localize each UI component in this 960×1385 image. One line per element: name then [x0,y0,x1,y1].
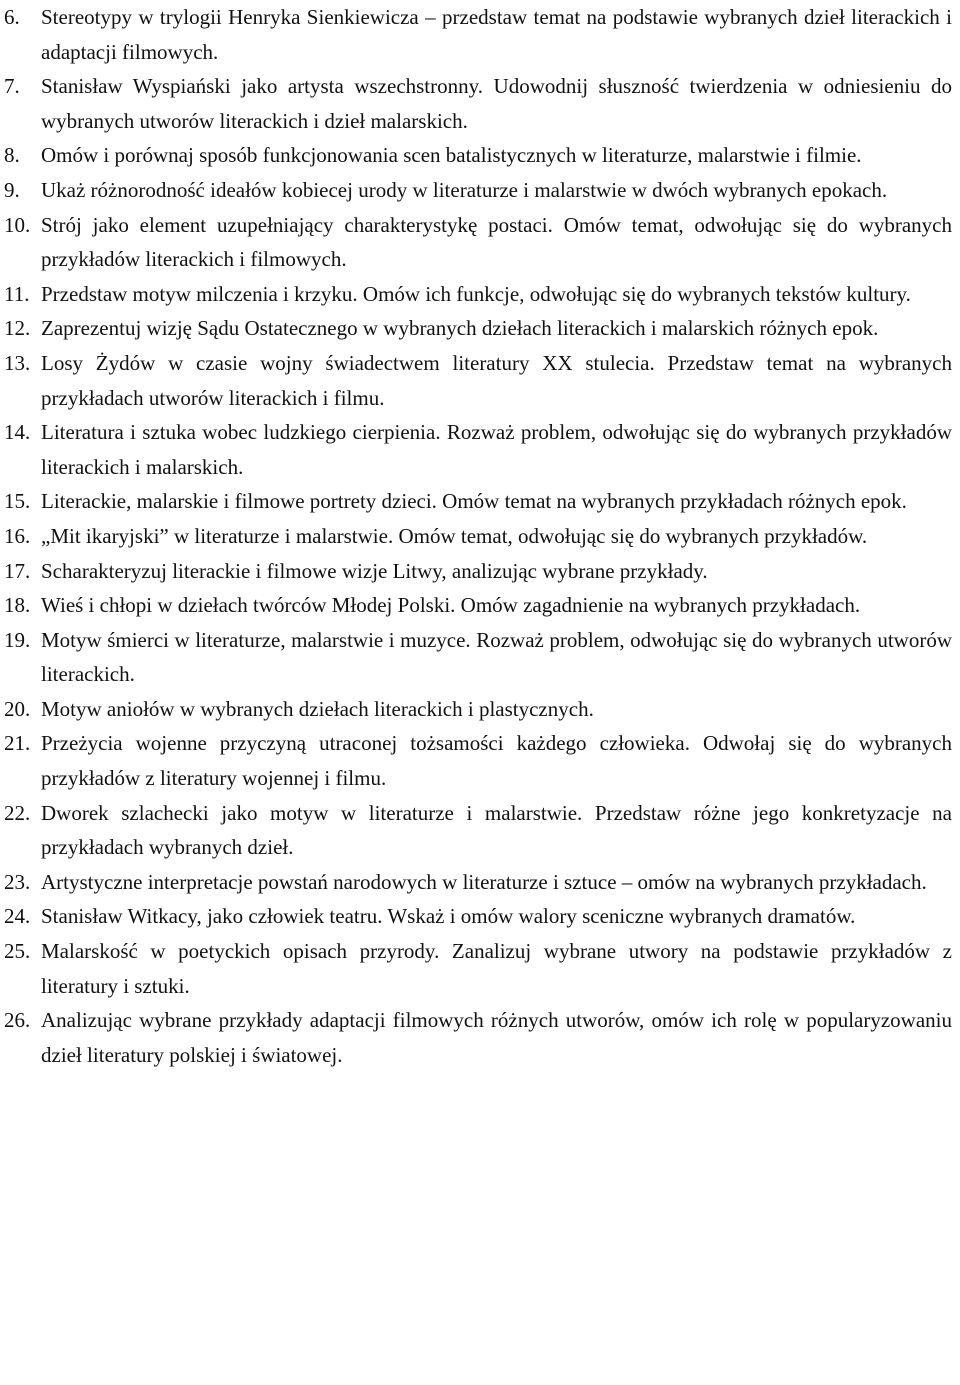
topic-number: 25. [4,939,31,964]
topic-text: Stanisław Witkacy, jako człowiek teatru. Wskaż i omów walory sceniczne wybranych dramatów. [41,904,856,929]
topic-number: 19. [4,627,31,652]
topic-item [4,0,952,69]
topic-text: Motyw aniołów w wybranych dziełach literackich i plastycznych. [41,696,594,721]
topic-number: 9. [4,177,20,202]
topic-number: 6. [4,5,20,29]
topic-number: 10. [4,212,31,237]
topic-number: 18. [4,593,31,618]
topic-item [4,484,952,519]
topic-text: Dworek szlachecki jako motyw w literaturze i malarstwie. Przedstaw różne jego konkretyzacje na przykładach wybranych dzieł. [41,800,952,860]
topic-number: 20. [4,696,31,721]
topic-item [4,899,952,934]
topic-number: 11. [4,281,30,306]
topic-text: Literackie, malarskie i filmowe portrety dzieci. Omów temat na wybranych przykładach różnych epok. [41,489,907,514]
topic-item [4,277,952,312]
topic-list [4,0,952,1072]
topic-item [4,1003,952,1072]
topic-text: Losy Żydów w czasie wojny świadectwem literatury XX stulecia. Przedstaw temat na wybranych przykładach utworów literackich i filmu. [41,350,952,410]
topic-number: 8. [4,143,20,168]
topic-number: 13. [4,350,31,375]
topic-number: 12. [4,316,31,341]
topic-item [4,623,952,692]
topic-item [4,519,952,554]
topic-text: Zaprezentuj wizję Sądu Ostatecznego w wybranych dziełach literackich i malarskich różnych epok. [41,316,879,341]
topic-number: 26. [4,1008,31,1033]
topic-number: 15. [4,489,31,514]
topic-text: Przedstaw motyw milczenia i krzyku. Omów ich funkcje, odwołując się do wybranych tekstów kultury. [41,281,911,306]
topic-text: Motyw śmierci w literaturze, malarstwie i muzyce. Rozważ problem, odwołując się do wybranych utworów literackich. [41,627,952,687]
topic-number: 22. [4,800,31,825]
topic-text: „Mit ikaryjski” w literaturze i malarstwie. Omów temat, odwołując się do wybranych przykładów. [41,523,868,548]
topic-number: 23. [4,869,31,894]
topic-number: 16. [4,523,31,548]
topic-number: 14. [4,420,31,445]
topic-item [4,311,952,346]
topic-item [4,692,952,727]
topic-number: 17. [4,558,31,583]
topic-text: Analizując wybrane przykłady adaptacji filmowych różnych utworów, omów ich rolę w popularyzowaniu dzieł literatury polskiej i światowej. [41,1008,952,1067]
topic-item [4,934,952,1003]
topic-text: Strój jako element uzupełniający charakterystykę postaci. Omów temat, odwołując się do wybranych przykładów literackich i filmowych. [41,212,952,272]
topic-item [4,796,952,865]
topic-text: Literatura i sztuka wobec ludzkiego cierpienia. Rozważ problem, odwołując się do wybranych przykładów literackich i malarskich. [41,420,952,479]
topic-item [4,554,952,589]
topic-text: Malarskość w poetyckich opisach przyrody. Zanalizuj wybrane utwory na podstawie przykładów z literatury i sztuki. [41,939,952,998]
topic-text: Przeżycia wojenne przyczyną utraconej tożsamości każdego człowieka. Odwołaj się do wybranych przykładów z literatury wojennej i filmu. [41,731,952,791]
topic-text: Scharakteryzuj literackie i filmowe wizje Litwy, analizując wybrane przykłady. [41,558,708,583]
topic-text: Stanisław Wyspiański jako artysta wszechstronny. Udowodnij słuszność twierdzenia w odniesieniu do wybranych utworów literackich i dzieł malarskich. [41,74,952,133]
topic-item [4,173,952,208]
topic-item [4,726,952,795]
topic-item [4,69,952,138]
topic-text: Omów i porównaj sposób funkcjonowania scen batalistycznych w literaturze, malarstwie i filmie. [41,143,862,168]
topic-item [4,588,952,623]
topic-text: Stereotypy w trylogii Henryka Sienkiewicza – przedstaw temat na podstawie wybranych dzieł literackich i adaptacji filmowych. [41,5,952,64]
topic-item [4,346,952,415]
topic-number: 7. [4,74,20,99]
topic-item [4,208,952,277]
topic-item [4,138,952,173]
topic-item [4,865,952,900]
topic-number: 21. [4,731,31,756]
topic-number: 24. [4,904,31,929]
topic-text: Ukaż różnorodność ideałów kobiecej urody w literaturze i malarstwie w dwóch wybranych epokach. [41,177,888,202]
topic-item [4,415,952,484]
topic-text: Artystyczne interpretacje powstań narodowych w literaturze i sztuce – omów na wybranych przykładach. [41,869,927,894]
topic-text: Wieś i chłopi w dziełach twórców Młodej Polski. Omów zagadnienie na wybranych przykładach. [41,593,861,618]
